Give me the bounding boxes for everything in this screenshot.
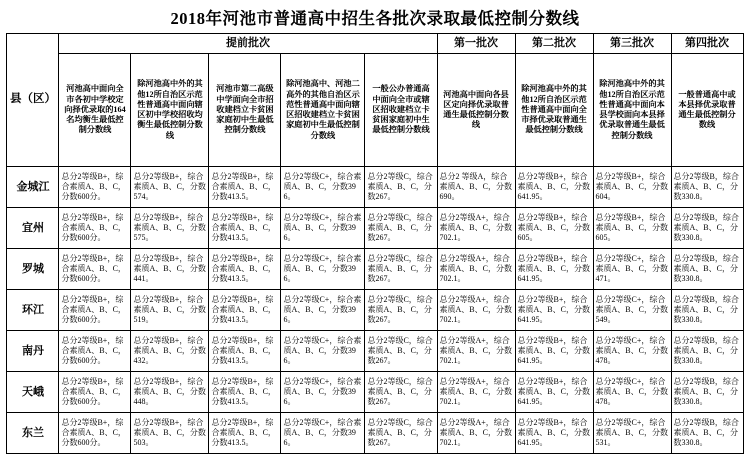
score-cell: 总分2等级B+，综合素质A、B、C，分数600分。 xyxy=(59,372,131,413)
score-cell: 总分2等级C，综合素质A、B、C，分数267。 xyxy=(365,249,437,290)
score-cell: 总分2等级B+，综合素质A、B、C，分数413.5。 xyxy=(209,372,281,413)
score-cell: 总分2等级C+，综合素质A、B、C，分数396。 xyxy=(281,249,365,290)
score-cell: 总分2等级C，综合素质A、B、C，分数267。 xyxy=(365,290,437,331)
table-row xyxy=(7,331,743,372)
group-header-row xyxy=(7,34,743,54)
score-cell: 总分2等级B+，综合素质A、B、C，分数600分。 xyxy=(59,290,131,331)
county-header: 县（区） xyxy=(7,34,59,167)
county-name: 金城江 xyxy=(7,167,59,208)
score-cell: 总分2等级B+，综合素质A、B、C，分数641.95。 xyxy=(515,249,593,290)
column-header-6: 除河池高中外的其他12所自治区示范性普通高中面向全市择优录取普通生最低控制分数线 xyxy=(515,54,593,167)
score-cell: 总分2等级B+，综合素质A、B、C，分数413.5。 xyxy=(209,331,281,372)
score-cell: 总分2等级C+，综合素质A、B、C，分数396。 xyxy=(281,372,365,413)
score-cell: 总分2等级C+，综合素质A、B、C，分数396。 xyxy=(281,167,365,208)
score-cell: 总分2等级C+，综合素质A、B、C，分数396。 xyxy=(281,290,365,331)
score-cell: 总分2等级B+，综合素质A、B、C，分数641.95。 xyxy=(515,167,593,208)
score-cell: 总分2等级A+，综合素质A、B、C，分数702.1。 xyxy=(437,208,515,249)
score-cell: 总分2等级B+，综合素质A、B、C，分数413.5。 xyxy=(209,413,281,454)
column-header-1: 除河池高中外的其他12所自治区示范性普通高中面向辖区初中学校招收均衡生最低控制分数线 xyxy=(131,54,209,167)
score-cell: 总分2等级B+，综合素质A、B、C，分数600分。 xyxy=(59,331,131,372)
column-header-4: 一般公办普通高中面向全市或辖区招收建档立卡贫困家庭初中生最低控制分数线 xyxy=(365,54,437,167)
score-cell: 总分2等级B+，综合素质A、B、C，分数413.5。 xyxy=(209,167,281,208)
score-cell: 总分2等级B+，综合素质A、B、C，分数432。 xyxy=(131,331,209,372)
score-cell: 总分2等级C+，综合素质A、B、C，分数396。 xyxy=(281,331,365,372)
score-cell: 总分2等级B，综合素质A、B、C，分数330.8。 xyxy=(671,167,743,208)
table-row xyxy=(7,167,743,208)
score-cell: 总分2等级B+，综合素质A、B、C，分数604。 xyxy=(593,167,671,208)
column-header-row xyxy=(7,54,743,167)
score-cell: 总分2等级A+，综合素质A、B、C，分数702.1。 xyxy=(437,249,515,290)
county-name: 宜州 xyxy=(7,208,59,249)
score-cell: 总分2等级C，综合素质A、B、C，分数267。 xyxy=(365,372,437,413)
score-cell: 总分2等级C+，综合素质A、B、C，分数478。 xyxy=(593,331,671,372)
score-cell: 总分2等级A+，综合素质A、B、C，分数702.1。 xyxy=(437,290,515,331)
county-name: 天峨 xyxy=(7,372,59,413)
county-name: 南丹 xyxy=(7,331,59,372)
score-cell: 总分2等级B+，综合素质A、B、C，分数600分。 xyxy=(59,208,131,249)
score-cell: 总分2等级B+，综合素质A、B、C，分数600分。 xyxy=(59,167,131,208)
score-cell: 总分2等级C+，综合素质A、B、C，分数478。 xyxy=(593,372,671,413)
score-cell: 总分2等级B+，综合素质A、B、C，分数600分。 xyxy=(59,249,131,290)
table-row xyxy=(7,372,743,413)
score-cell: 总分2等级C，综合素质A、B、C，分数267。 xyxy=(365,413,437,454)
score-cell: 总分2等级B+，综合素质A、B、C，分数641.95。 xyxy=(515,290,593,331)
score-cell: 总分2等级B，综合素质A、B、C，分数330.8。 xyxy=(671,331,743,372)
page-title: 2018年河池市普通高中招生各批次录取最低控制分数线 xyxy=(170,9,580,28)
score-cell: 总分2等级B+，综合素质A、B、C，分数441。 xyxy=(131,249,209,290)
column-header-0: 河池高中面向全市各初中学校定向择优录取的164名均衡生最低控制分数线 xyxy=(59,54,131,167)
group-header-batch3: 第三批次 xyxy=(593,34,671,54)
table-row xyxy=(7,208,743,249)
score-cell: 总分2等级B+，综合素质A、B、C，分数605。 xyxy=(593,208,671,249)
county-name: 东兰 xyxy=(7,413,59,454)
score-cell: 总分2 等级A，综合素质A、B、C，分数690。 xyxy=(437,167,515,208)
score-cell: 总分2等级A+，综合素质A、B、C，分数702.1。 xyxy=(437,331,515,372)
table-row xyxy=(7,249,743,290)
column-header-3: 除河池高中、河池二高外的其他自治区示范性普通高中面向辖区招收建档立卡贫困家庭初中生最低控制分数线 xyxy=(281,54,365,167)
score-cell: 总分2等级B，综合素质A、B、C，分数330.8。 xyxy=(671,413,743,454)
score-cell: 总分2等级B+，综合素质A、B、C，分数641.95。 xyxy=(515,372,593,413)
score-cell: 总分2等级B+，综合素质A、B、C，分数641.95。 xyxy=(515,331,593,372)
score-cell: 总分2等级B，综合素质A、B、C，分数330.8。 xyxy=(671,290,743,331)
column-header-5: 河池高中面向各县区定向择优录取普通生最低控制分数线 xyxy=(437,54,515,167)
score-cell: 总分2等级B+，综合素质A、B、C，分数575。 xyxy=(131,208,209,249)
score-cell: 总分2等级C+，综合素质A、B、C，分数531。 xyxy=(593,413,671,454)
score-cell: 总分2等级B+，综合素质A、B、C，分数413.5。 xyxy=(209,208,281,249)
column-header-8: 一般普通高中或本县择优录取普通生最低控制分数线 xyxy=(671,54,743,167)
score-cell: 总分2等级B+，综合素质A、B、C，分数448。 xyxy=(131,372,209,413)
score-cell: 总分2等级C，综合素质A、B、C，分数267。 xyxy=(365,208,437,249)
score-cell: 总分2等级B+，综合素质A、B、C，分数605。 xyxy=(515,208,593,249)
score-cell: 总分2等级A+，综合素质A、B、C，分数702.1。 xyxy=(437,413,515,454)
county-name: 罗城 xyxy=(7,249,59,290)
county-name: 环江 xyxy=(7,290,59,331)
score-cell: 总分2等级C，综合素质A、B、C，分数267。 xyxy=(365,167,437,208)
score-cell: 总分2等级B+，综合素质A、B、C，分数641.95。 xyxy=(515,413,593,454)
score-cell: 总分2等级B，综合素质A、B、C，分数330.8。 xyxy=(671,249,743,290)
score-cell: 总分2等级B，综合素质A、B、C，分数330.8。 xyxy=(671,372,743,413)
score-cell: 总分2等级B+，综合素质A、B、C，分数413.5。 xyxy=(209,249,281,290)
column-header-7: 除河池高中外的其他12所自治区示范性普通高中面向本县学校面向本县择优录取普通生最低控制分数线 xyxy=(593,54,671,167)
column-header-2: 河池市第二高级中学面向全市招收建档立卡贫困家庭初中生最低控制分数线 xyxy=(209,54,281,167)
score-line-table xyxy=(6,33,743,454)
score-cell: 总分2等级B，综合素质A、B、C，分数330.8。 xyxy=(671,208,743,249)
score-cell: 总分2等级C+，综合素质A、B、C，分数549。 xyxy=(593,290,671,331)
score-cell: 总分2等级B+，综合素质A、B、C，分数413.5。 xyxy=(209,290,281,331)
score-cell: 总分2等级C+，综合素质A、B、C，分数471。 xyxy=(593,249,671,290)
group-header-batch2: 第二批次 xyxy=(515,34,593,54)
table-row xyxy=(7,413,743,454)
score-cell: 总分2等级C+，综合素质A、B、C，分数396。 xyxy=(281,413,365,454)
table-row xyxy=(7,290,743,331)
score-cell: 总分2等级B+，综合素质A、B、C，分数574。 xyxy=(131,167,209,208)
score-cell: 总分2等级C，综合素质A、B、C，分数267。 xyxy=(365,331,437,372)
score-cell: 总分2等级B+，综合素质A、B、C，分数600分。 xyxy=(59,413,131,454)
score-cell: 总分2等级C+，综合素质A、B、C，分数396。 xyxy=(281,208,365,249)
score-cell: 总分2等级A+，综合素质A、B、C，分数702.1。 xyxy=(437,372,515,413)
group-header-batch1: 第一批次 xyxy=(437,34,515,54)
group-header-batch4: 第四批次 xyxy=(671,34,743,54)
score-cell: 总分2等级B+，综合素质A、B、C，分数503。 xyxy=(131,413,209,454)
score-cell: 总分2等级B+，综合素质A、B、C，分数519。 xyxy=(131,290,209,331)
group-header-advance: 提前批次 xyxy=(59,34,437,54)
